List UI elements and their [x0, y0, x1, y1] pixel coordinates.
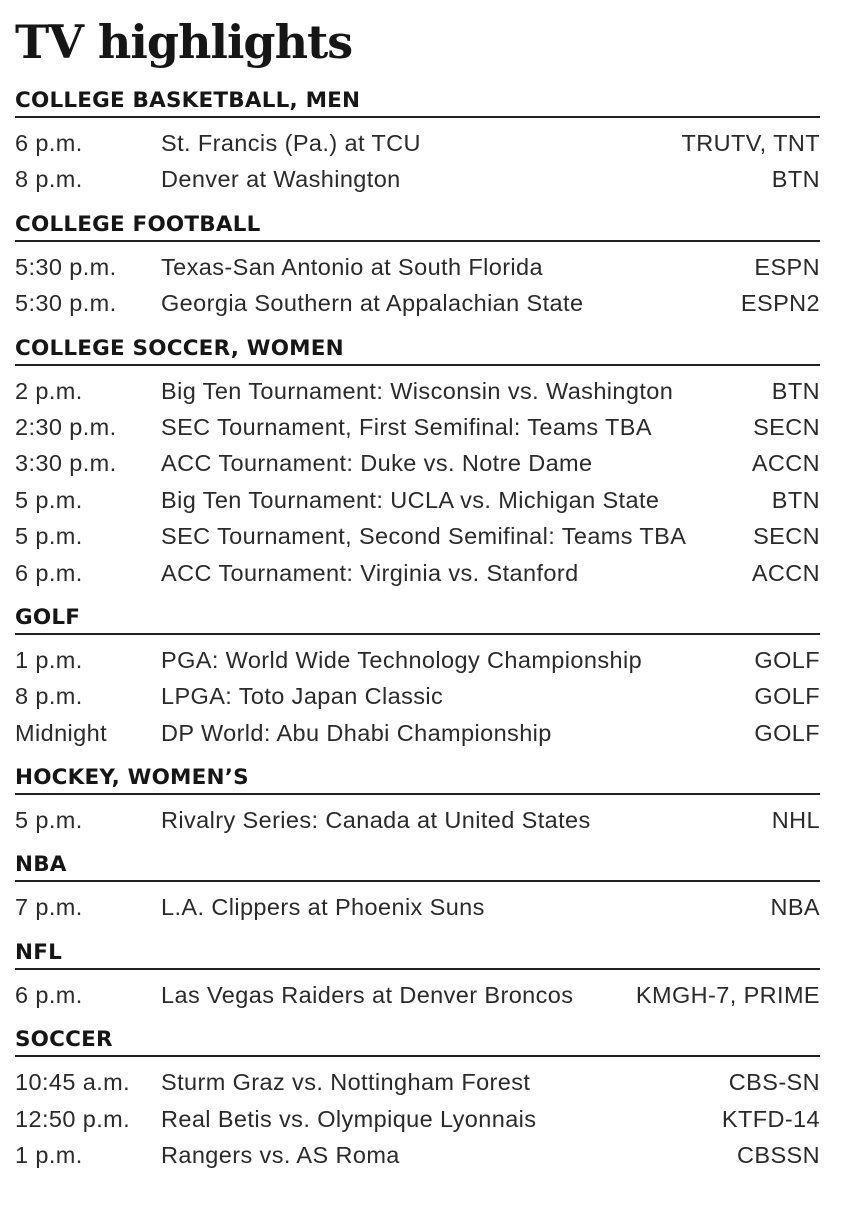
listing-row	[15, 161, 820, 197]
section-heading: SOCCER	[15, 1027, 820, 1057]
network: KTFD-14	[721, 1105, 820, 1132]
air-time: 6 p.m.	[15, 130, 83, 156]
event-name: Texas-San Antonio at South Florida	[161, 253, 543, 280]
listing-row	[15, 1064, 820, 1100]
event-name: Denver at Washington	[161, 166, 401, 193]
network: GOLF	[754, 646, 820, 673]
listing-row	[15, 642, 820, 678]
listing-row	[15, 409, 820, 445]
listing-section	[15, 336, 820, 591]
section-rows	[15, 882, 820, 925]
listing-section	[15, 940, 820, 1013]
air-time: 8 p.m.	[15, 683, 83, 710]
event-name: Big Ten Tournament: UCLA vs. Michigan State	[161, 486, 660, 513]
listing-row	[15, 678, 820, 714]
event-name: SEC Tournament, First Semifinal: Teams TBA	[161, 413, 652, 440]
network: BTN	[771, 166, 820, 193]
listing-row	[15, 373, 820, 409]
air-time: 2:30 p.m.	[15, 413, 117, 440]
network: ESPN2	[740, 290, 820, 317]
event-name: ACC Tournament: Virginia vs. Stanford	[161, 559, 579, 586]
section-heading: GOLF	[15, 605, 820, 635]
air-time: 12:50 p.m.	[15, 1105, 131, 1132]
listing-section	[15, 88, 820, 198]
network: NBA	[770, 894, 820, 921]
listing-row	[15, 715, 820, 751]
air-time: Midnight	[15, 719, 108, 746]
air-time: 6 p.m.	[15, 981, 83, 1008]
listing-row	[15, 249, 820, 285]
network: ACCN	[751, 450, 820, 477]
network: TRUTV, TNT	[681, 130, 820, 156]
listing-section	[15, 765, 820, 838]
event-name: Big Ten Tournament: Wisconsin vs. Washington	[161, 377, 674, 404]
air-time: 5:30 p.m.	[15, 290, 117, 317]
listing-row	[15, 482, 820, 518]
listing-row	[15, 1137, 820, 1173]
network: CBSSN	[737, 1142, 820, 1169]
section-rows	[15, 366, 820, 591]
air-time: 10:45 a.m.	[15, 1069, 131, 1096]
event-name: Georgia Southern at Appalachian State	[161, 290, 584, 317]
event-name: SEC Tournament, Second Semifinal: Teams TBA	[161, 523, 687, 550]
section-rows	[15, 118, 820, 198]
air-time: 1 p.m.	[15, 646, 83, 673]
listing-section	[15, 1027, 820, 1173]
air-time: 1 p.m.	[15, 1142, 83, 1169]
listing-row	[15, 889, 820, 925]
section-heading: COLLEGE SOCCER, WOMEN	[15, 336, 820, 366]
air-time: 3:30 p.m.	[15, 450, 117, 477]
event-name: Real Betis vs. Olympique Lyonnais	[161, 1105, 537, 1132]
air-time: 5:30 p.m.	[15, 253, 117, 280]
listing-section	[15, 212, 820, 322]
section-rows	[15, 242, 820, 322]
tv-highlights-listing	[15, 10, 820, 1173]
network: CBS-SN	[728, 1069, 820, 1096]
network: GOLF	[754, 683, 820, 710]
section-heading: HOCKEY, WOMEN’S	[15, 765, 820, 795]
listing-row	[15, 445, 820, 481]
event-name: Sturm Graz vs. Nottingham Forest	[161, 1069, 531, 1096]
section-rows	[15, 795, 820, 838]
event-name: PGA: World Wide Technology Championship	[161, 646, 643, 673]
listing-row	[15, 518, 820, 554]
section-rows	[15, 635, 820, 751]
listing-row	[15, 285, 820, 321]
air-time: 7 p.m.	[15, 894, 83, 921]
section-heading: NBA	[15, 852, 820, 882]
event-name: Rangers vs. AS Roma	[161, 1142, 400, 1169]
network: ESPN	[754, 253, 820, 280]
section-heading: COLLEGE FOOTBALL	[15, 212, 820, 242]
air-time: 5 p.m.	[15, 486, 83, 513]
event-name: Rivalry Series: Canada at United States	[161, 807, 591, 834]
listing-row	[15, 555, 820, 591]
network: SECN	[753, 413, 820, 440]
listing-section	[15, 852, 820, 925]
section-heading: NFL	[15, 940, 820, 970]
section-heading: COLLEGE BASKETBALL, MEN	[15, 88, 820, 118]
listing-row	[15, 1101, 820, 1137]
listing-row	[15, 125, 820, 161]
listing-row	[15, 977, 820, 1013]
section-rows	[15, 970, 820, 1013]
event-name: L.A. Clippers at Phoenix Suns	[161, 894, 485, 921]
network: ACCN	[751, 559, 820, 586]
network: BTN	[771, 377, 820, 404]
air-time: 6 p.m.	[15, 559, 83, 586]
listing-section	[15, 605, 820, 751]
sections-container	[15, 88, 820, 1173]
event-name: St. Francis (Pa.) at TCU	[161, 130, 421, 156]
network: BTN	[771, 486, 820, 513]
air-time: 5 p.m.	[15, 523, 83, 550]
event-name: LPGA: Toto Japan Classic	[161, 683, 444, 710]
page-title: TV highlights	[15, 15, 353, 69]
event-name: ACC Tournament: Duke vs. Notre Dame	[161, 450, 593, 477]
air-time: 5 p.m.	[15, 807, 83, 834]
air-time: 2 p.m.	[15, 377, 83, 404]
event-name: Las Vegas Raiders at Denver Broncos	[161, 981, 574, 1008]
section-rows	[15, 1057, 820, 1173]
network: GOLF	[754, 719, 820, 746]
network: KMGH-7, PRIME	[635, 981, 820, 1008]
event-name: DP World: Abu Dhabi Championship	[161, 719, 552, 746]
listing-row	[15, 802, 820, 838]
network: SECN	[753, 523, 820, 550]
air-time: 8 p.m.	[15, 166, 83, 193]
network: NHL	[771, 807, 820, 834]
